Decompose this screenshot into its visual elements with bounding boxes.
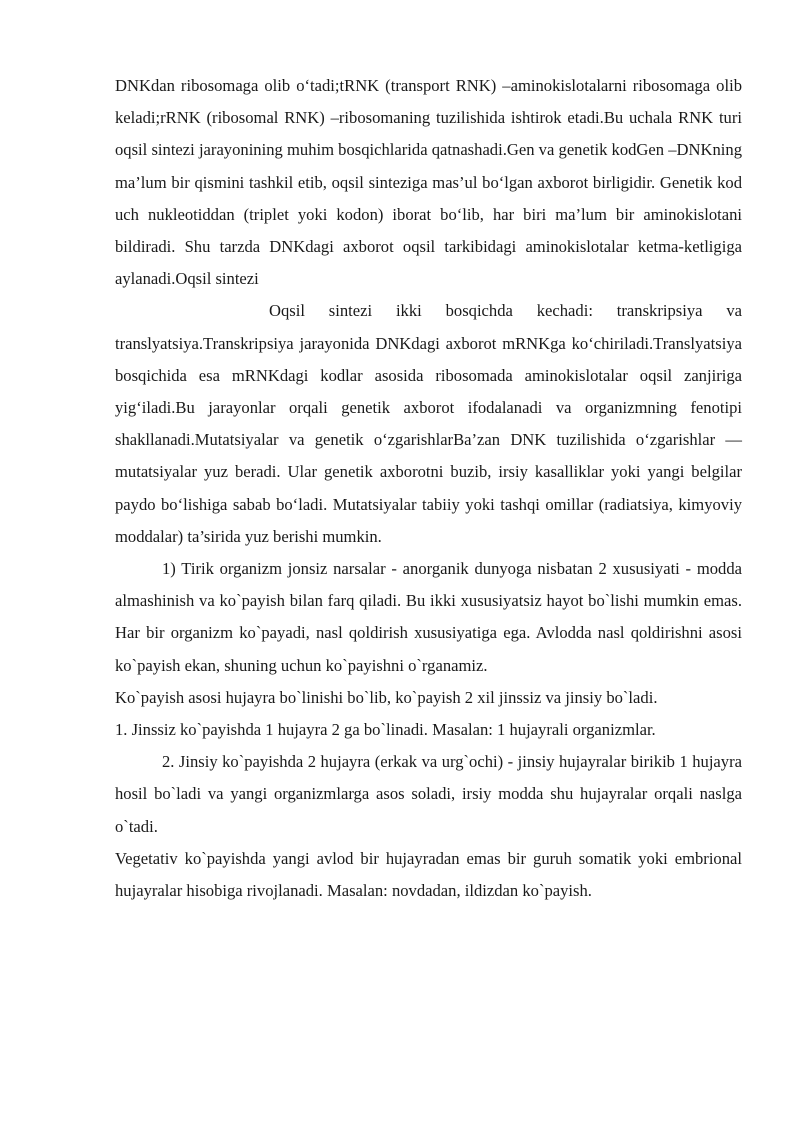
paragraph-rna-types: DNKdan ribosomaga olib o‘tadi;tRNK (transport RNK) –aminokislotalarni ribosomaga olib keladi;rRNK (ribosomal RNK) –ribosomaning tuzilishida ishtirok etadi.Bu uchala RNK turi oqsil sintezi jarayonining muhim bosqichlarida qatnashadi.Gen va genetik kodGen –DNKning ma’lum bir qismini tashkil etib, oqsil sinteziga mas’ul bo‘lgan axborot birligidir. Genetik kod uch nukleotiddan (triplet yoki kodon) iborat bo‘lib, har biri ma’lum bir aminokislotani bildiradi. Shu tarzda DNKdagi axborot oqsil tarkibidagi aminokislotalar ketma-ketligiga aylanadi.Oqsil sintezi bbox=[115, 76, 742, 289]
paragraph-protein-synthesis: Oqsil sintezi ikki bosqichda kechadi: transkripsiya va translyatsiya.Transkripsiya jarayonida DNKdagi axborot mRNKga ko‘chiriladi.Translyatsiya bosqichida esa mRNKdagi kodlar asosida ribosomada aminokislotalar oqsil zanjiriga yig‘iladi.Bu jarayonlar orqali genetik axborot ifodalanadi va organizmning fenotipi shakllanadi.Mutatsiyalar va genetik o‘zgarishlarBa’zan DNK tuzilishida o‘zgarishlar —mutatsiyalar yuz beradi. Ular genetik axborotni buzib, irsiy kasalliklar yoki yangi belgilar paydo bo‘lishiga sabab bo‘ladi. Mutatsiyalar tabiiy yoki tashqi omillar (radiatsiya, kimyoviy moddalar) ta’sirida yuz berishi mumkin. bbox=[115, 301, 742, 546]
document-body bbox=[115, 70, 742, 907]
paragraph-asexual-reproduction: 1. Jinssiz ko`payishda 1 hujayra 2 ga bo`linadi. Masalan: 1 hujayrali organizmlar. bbox=[115, 720, 656, 740]
paragraph-vegetative-reproduction: Vegetativ ko`payishda yangi avlod bir hujayradan emas bir guruh somatik yoki embrional hujayralar hisobiga rivojlanadi. Masalan: novdadan, ildizdan ko`payish. bbox=[115, 848, 742, 901]
paragraph-reproduction-basis: Ko`payish asosi hujayra bo`linishi bo`lib, ko`payish 2 xil jinssiz va jinsiy bo`ladi. bbox=[115, 687, 658, 707]
paragraph-sexual-reproduction: 2. Jinsiy ko`payishda 2 hujayra (erkak va urg`ochi) - jinsiy hujayralar birikib 1 hujayra hosil bo`ladi va yangi organizmlarga asos soladi, irsiy modda shu hujayralar orqali naslga o`tadi. bbox=[115, 752, 742, 836]
paragraph-organism-properties: 1) Tirik organizm jonsiz narsalar - anorganik dunyoga nisbatan 2 xususiyati - modda almashinish va ko`payish bilan farq qiladi. Bu ikki xususiyatsiz hayot bo`lishi mumkin emas. Har bir organizm ko`payadi, nasl qoldirish xususiyatiga ega. Avlodda nasl qoldirishni asosi ko`payish ekan, shuning uchun ko`payishni o`rganamiz. bbox=[115, 559, 742, 675]
